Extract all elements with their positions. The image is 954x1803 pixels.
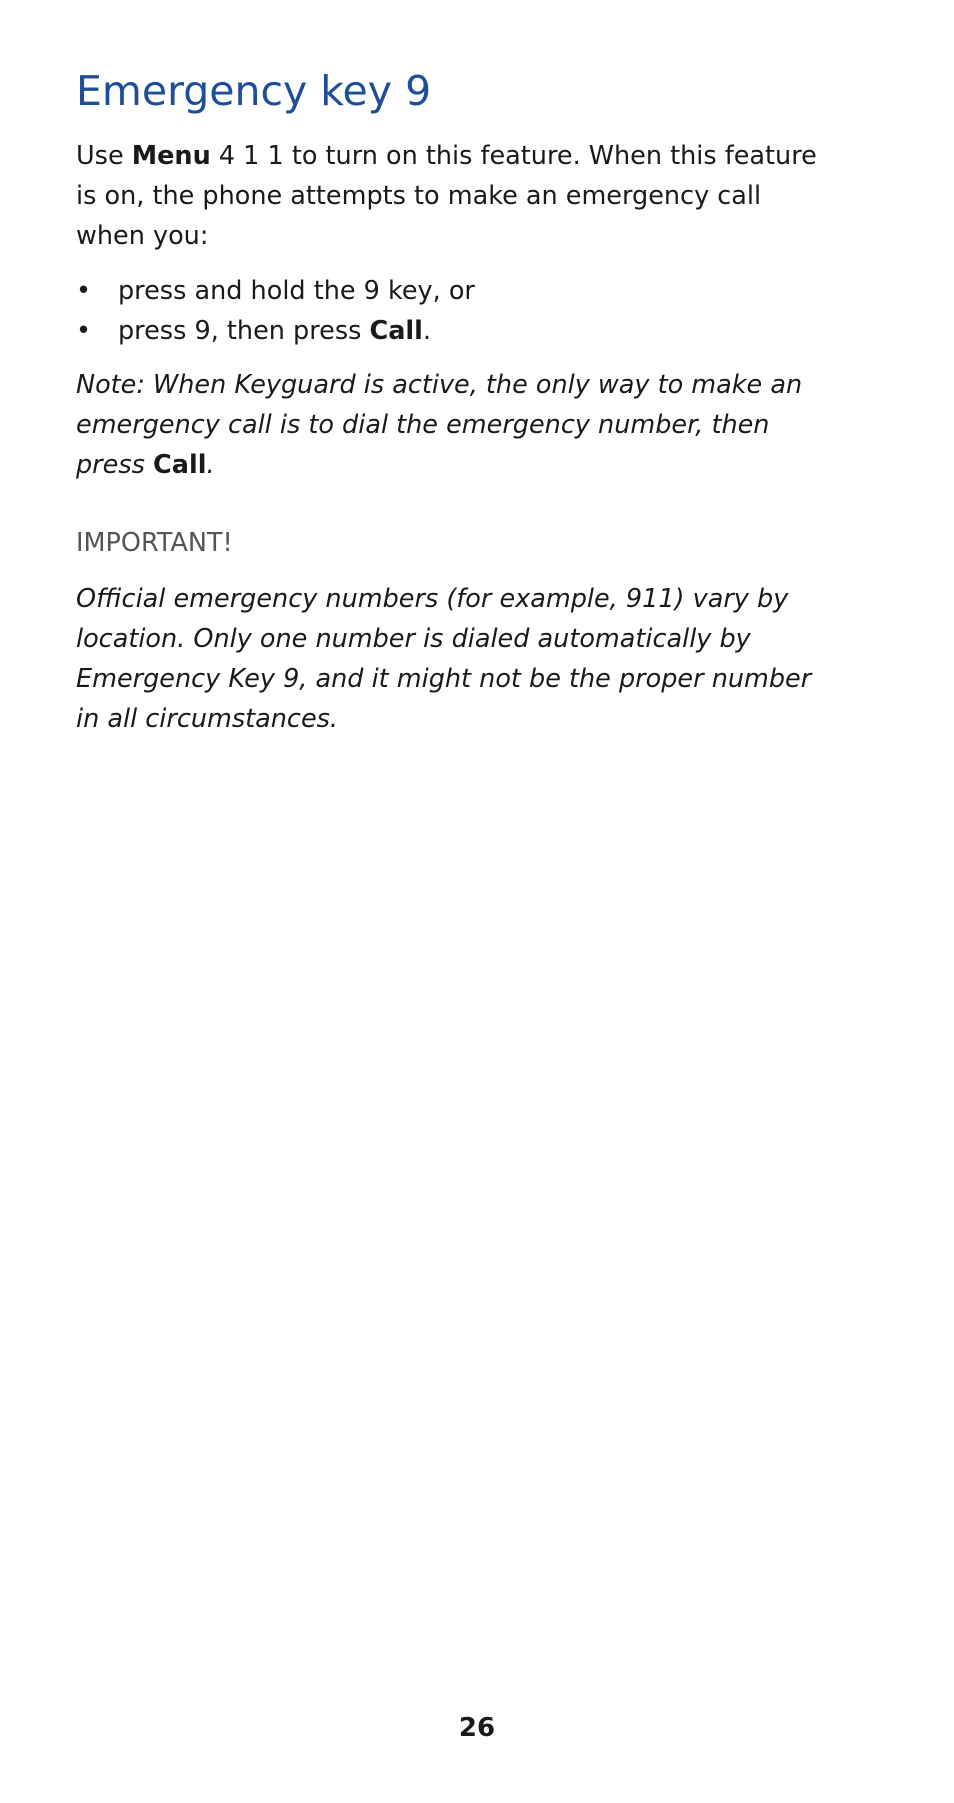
page-number: 26 [458,1713,496,1743]
note-text: Note: When Keyguard is active, the only way to make an emergency call is to dial the emergency number, then press [76,370,803,480]
call-keyword: Call [369,316,423,346]
important-heading: IMPORTANT! [76,528,233,558]
bullet-marker: • [76,276,92,306]
list-item [76,271,836,311]
intro-prefix: Use [76,141,132,171]
intro-paragraph [76,136,836,256]
list-item-text: press 9, then press [118,316,370,346]
keyguard-note [76,365,836,485]
important-paragraph: Official emergency numbers (for example, 911) vary by location. Only one number is dialed automatically by Emergency Key 9, and it might not be the proper number in all circumstances. [76,584,812,734]
bullet-marker: • [76,316,92,346]
intro-suffix: 4 1 1 to turn on this feature. When this feature is on, the phone attempts to make an emergency call when you: [76,141,817,251]
list-item-end: . [422,316,432,346]
menu-keyword: Menu [131,141,211,171]
list-item-text: press and hold the 9 key, or [118,276,475,306]
instruction-list [76,271,836,351]
list-item [76,311,836,351]
call-keyword: Call [153,450,207,480]
section-title: Emergency key 9 [76,67,432,115]
note-end: . [206,450,215,480]
